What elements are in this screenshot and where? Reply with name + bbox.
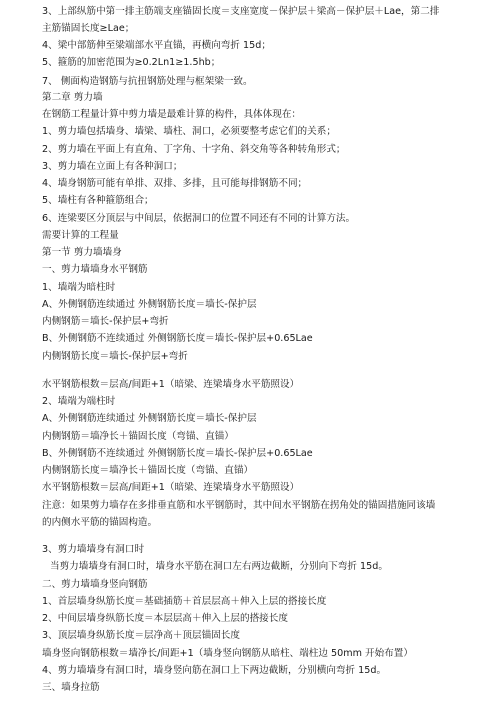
text-line: 3、顶层墙身纵筋长度＝层净高＋顶层锚固长度 <box>42 630 240 642</box>
list-item: 4、墙身钢筋可能有单排、双排、多排，且可能每排钢筋不同； <box>42 178 308 190</box>
text-line: 在钢筋工程量计算中剪力墙是最难计算的构件，具体体现在： <box>42 109 302 121</box>
text-line: 内侧钢筋长度＝墙净长＋锚固长度（弯锚、直锚） <box>42 465 254 477</box>
text-line: 水平钢筋根数＝层高/间距+1（暗梁、连梁墙身水平筋照设） <box>42 482 300 494</box>
chapter-heading: 第二章 剪力墙 <box>42 91 103 103</box>
text-line: 内侧钢筋＝墙净长＋锚固长度（弯锚、直锚） <box>42 430 234 442</box>
text-line: 5、箍筋的加密范围为≥0.2Ln1≥1.5hb； <box>42 57 221 69</box>
text-line: 7、 侧面构造钢筋与抗扭钢筋处理与框架梁一致。 <box>42 75 253 87</box>
text-line: 内侧钢筋长度＝墙长-保护层+弯折 <box>42 350 188 362</box>
text-line: B、外侧钢筋不连续通过 外侧钢筋长度＝墙长-保护层+0.65Lae <box>42 333 313 345</box>
section-heading: 第一节 剪力墙墙身 <box>42 247 122 259</box>
text-line: 4、梁中部筋伸至梁端部水平直锚，再横向弯折 15d； <box>42 40 271 52</box>
text-line: 3、剪力墙墙身有洞口时 <box>42 544 145 556</box>
subsection-heading: 一、剪力墙墙身水平钢筋 <box>42 264 148 276</box>
subsection-heading: 三、墙身拉筋 <box>42 682 100 693</box>
note-line: 的内侧水平筋的锚固构造。 <box>42 516 158 528</box>
text-line: 4、剪力墙墙身有洞口时，墙身竖向筋在洞口上下两边截断，分别横向弯折 15d。 <box>42 664 387 676</box>
text-line: A、外侧钢筋连续通过 外侧钢筋长度＝墙长-保护层 <box>42 413 257 425</box>
section-heading: 需要计算的工程量 <box>42 229 119 241</box>
text-line: 1、首层墙身纵筋长度＝基础插筋＋首层层高＋伸入上层的搭接长度 <box>42 595 327 607</box>
list-item: 2、剪力墙在平面上有直角、丁字角、十字角、斜交角等各种转角形式； <box>42 143 346 155</box>
text-line: 2、中间层墙身纵筋长度＝本层层高＋伸入上层的搭接长度 <box>42 613 288 624</box>
text-line: 2、墙端为端柱时 <box>42 396 116 408</box>
text-line: 内侧钢筋＝墙长-保护层+弯折 <box>42 316 169 328</box>
text-line: 主筋锚固长度≥Lae； <box>42 22 135 34</box>
text-line: A、外侧钢筋连续通过 外侧钢筋长度＝墙长-保护层 <box>42 298 257 310</box>
text-line: 墙身竖向钢筋根数＝墙净长/间距+1（墙身竖向钢筋从暗柱、端柱边 50mm 开始布置） <box>42 647 413 659</box>
list-item: 6、连梁要区分顶层与中间层，依据洞口的位置不同还有不同的计算方法。 <box>42 212 356 224</box>
text-line: 1、墙端为暗柱时 <box>42 281 116 293</box>
text-line: B、外侧钢筋不连续通过 外侧钢筋长度＝墙长-保护层+0.65Lae <box>42 447 313 459</box>
list-item: 5、墙柱有各种箍筋组合； <box>42 195 154 207</box>
text-line: 当剪力墙墙身有洞口时，墙身水平筋在洞口左右两边截断，分别向下弯折 15d。 <box>50 561 388 573</box>
text-line: 3、上部纵筋中第一排主筋端支座锚固长度＝支座宽度－保护层＋梁高－保护层＋Lae，第二排 <box>42 5 440 17</box>
note-line: 注意：如果剪力墙存在多排垂直筋和水平钢筋时，其中间水平钢筋在拐角处的锚固措施同该墙 <box>42 499 436 511</box>
list-item: 3、剪力墙在立面上有各种洞口； <box>42 160 183 172</box>
list-item: 1、剪力墙包括墙身、墙梁、墙柱、洞口，必须要整考虑它们的关系； <box>42 126 336 138</box>
text-line: 水平钢筋根数＝层高/间距+1（暗梁、连梁墙身水平筋照设） <box>42 378 300 390</box>
subsection-heading: 二、剪力墙墙身竖向钢筋 <box>42 578 148 590</box>
